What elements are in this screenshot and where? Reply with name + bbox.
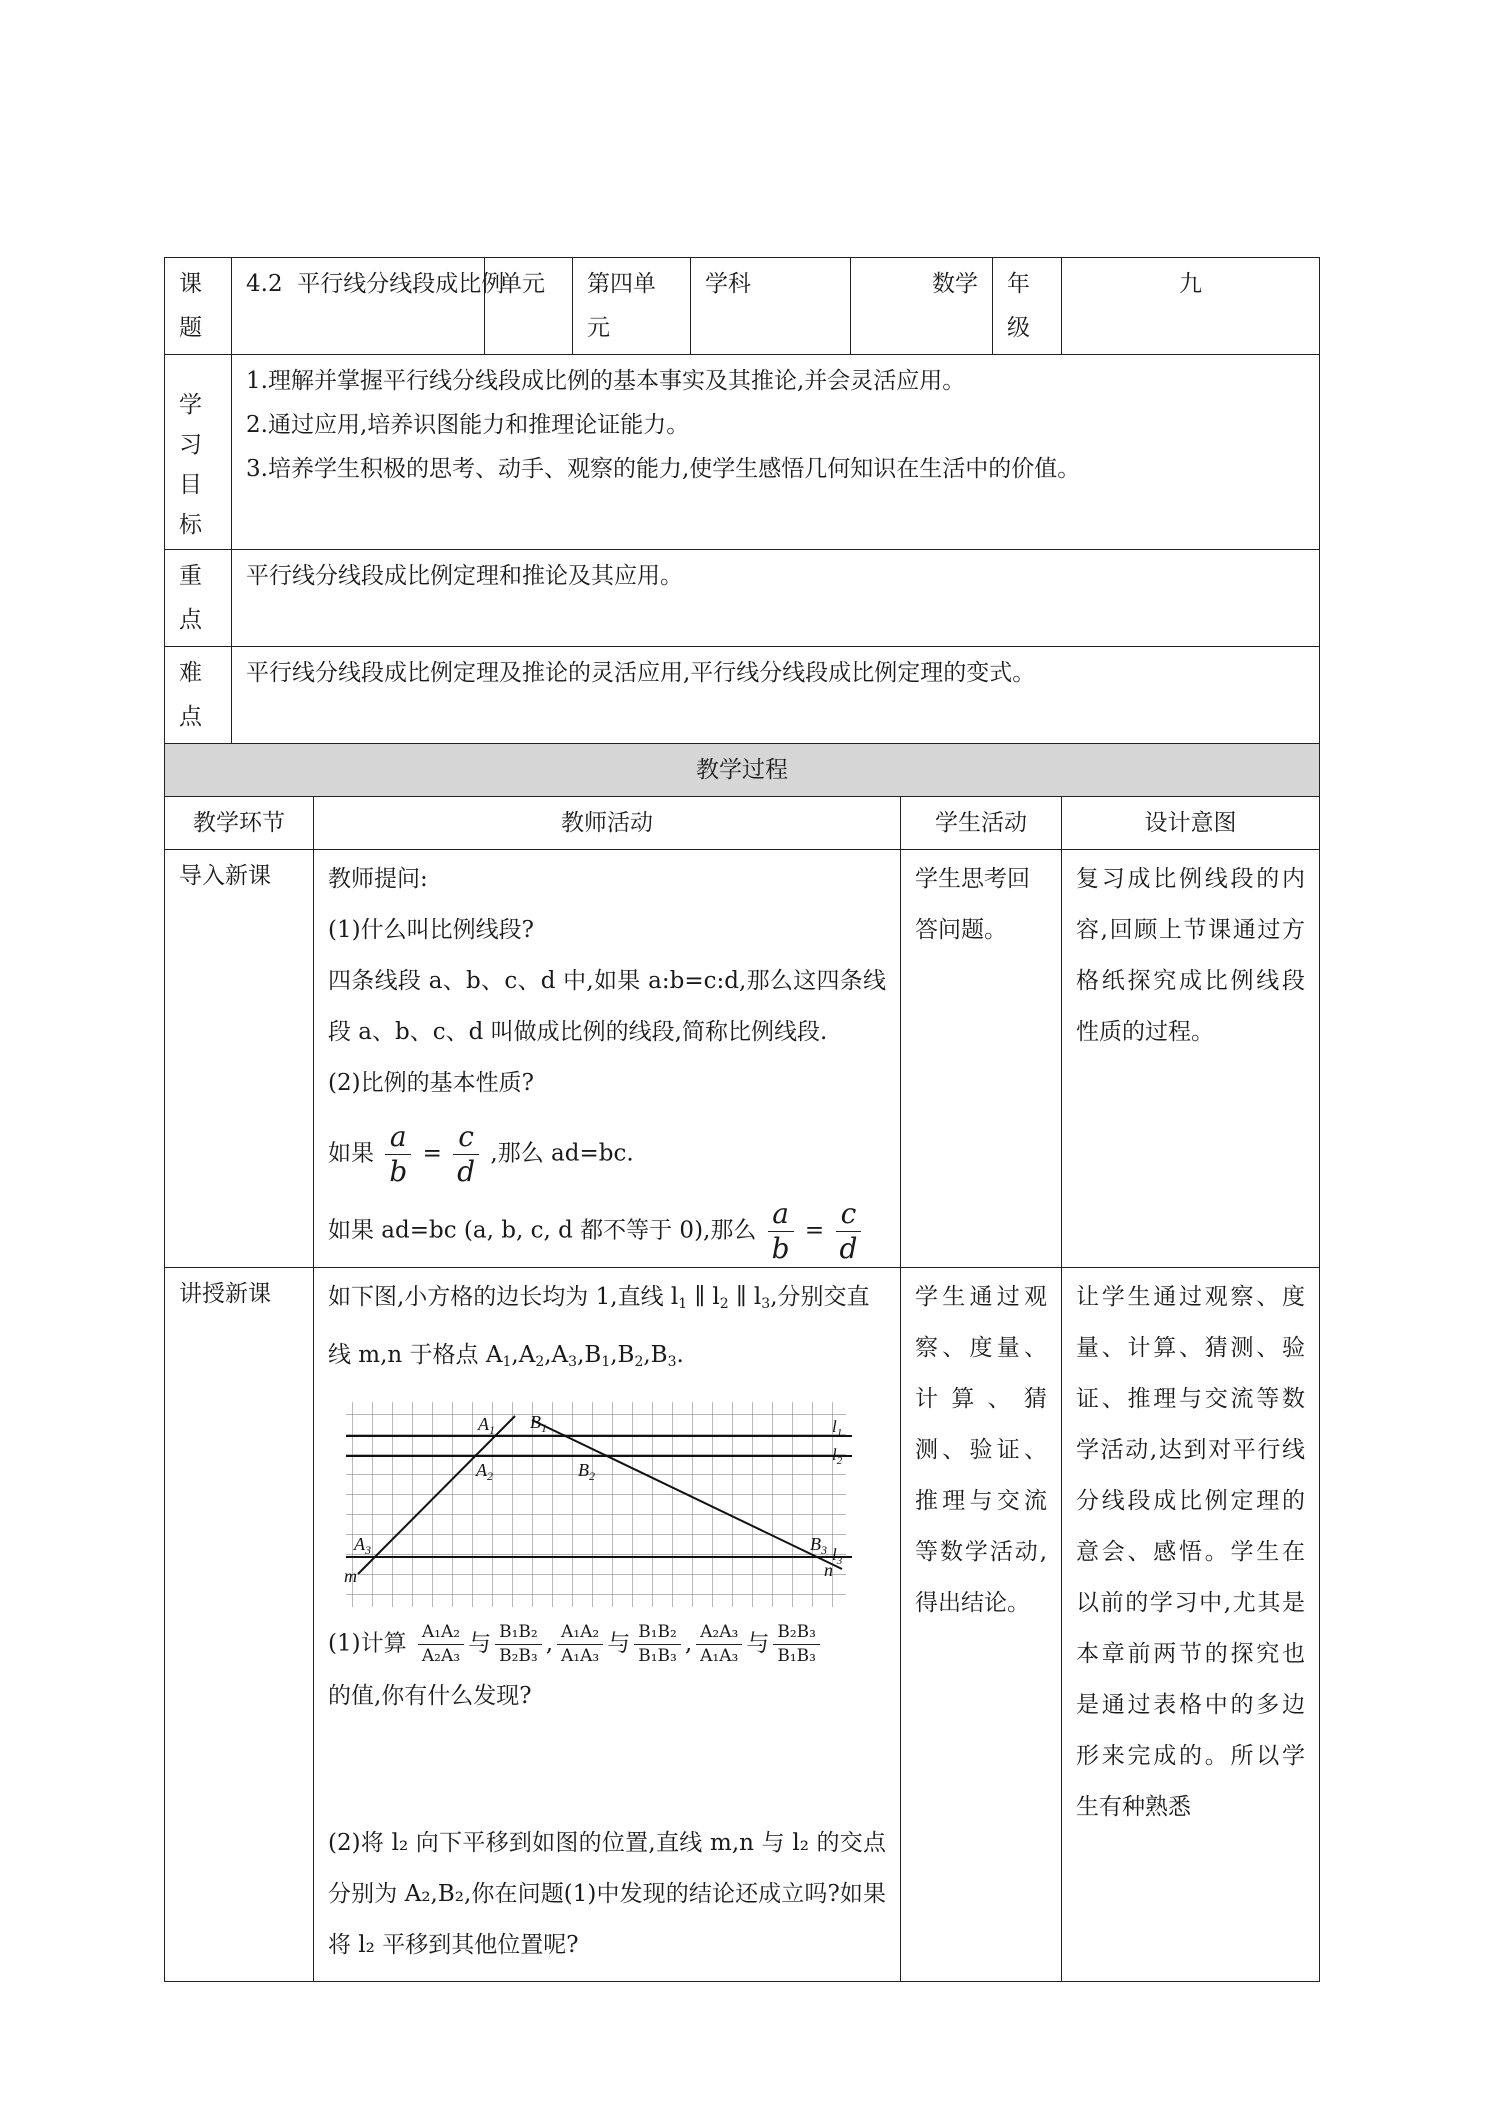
label-A2: $A_2$: [476, 1460, 493, 1483]
proportion-suffix: ,那么 ad=bc.: [490, 1140, 634, 1167]
subject-value: 数学: [851, 258, 993, 355]
grade-value: 九: [1062, 258, 1320, 355]
proportion-prefix: 如果: [328, 1140, 374, 1167]
label-l3: $l_3$: [832, 1545, 843, 1567]
label-B1: $B_1$: [530, 1412, 547, 1435]
key-point-row: [165, 550, 1320, 647]
equals-sign-2: =: [804, 1217, 825, 1244]
lesson-intent: 让学生通过观察、度量、计算、猜测、验证、推理与交流等数学活动,达到对平行线分线段成比例定理的意会、感悟。学生在以前的学习中,尤其是本章前两节的探究也是通过表格中的多边形来完成的。所以学生有种熟悉: [1062, 1268, 1320, 1982]
intro-stage: 导入新课: [165, 850, 314, 1268]
goals-content: [232, 355, 1320, 550]
fraction-a-b-2: $\frac{a}{b}$: [768, 1200, 794, 1263]
proportion-line-1: [328, 1120, 886, 1188]
intro-question-1: (1)什么叫比例线段?: [328, 917, 534, 943]
lesson-row: [165, 1268, 1320, 1982]
key-point-text: 平行线分线段成比例定理和推论及其应用。: [232, 550, 1320, 647]
difficulty-label: 难点: [165, 647, 232, 744]
label-l1: $l_1$: [832, 1417, 843, 1439]
label-n: n: [824, 1560, 833, 1580]
goals-label-line-1: 学习: [179, 392, 202, 458]
goal-item: 2.通过应用,培养识图能力和推理论证能力。: [246, 412, 690, 438]
question-1-tail: 的值,你有什么发现?: [328, 1683, 532, 1709]
parallel-lines-figure: [332, 1394, 852, 1614]
lesson-plan-sheet: [164, 257, 1319, 1982]
label-A1: $A_1$: [478, 1414, 495, 1437]
topic-label: 课题: [165, 258, 232, 355]
col-student: 学生活动: [901, 797, 1062, 850]
grade-label: 年级: [993, 258, 1062, 355]
goal-item: 1.理解并掌握平行线分线段成比例的基本事实及其推论,并会灵活应用。: [246, 368, 966, 394]
lesson-teacher: [314, 1268, 901, 1982]
proportion-prefix-2: 如果 ad=bc (a, b, c, d 都不等于 0),那么: [328, 1217, 757, 1244]
intro-question-2: (2)比例的基本性质?: [328, 1070, 534, 1096]
intro-intent: 复习成比例线段的内容,回顾上节课通过方格纸探究成比例线段性质的过程。: [1062, 850, 1320, 1268]
intro-teacher: [314, 850, 901, 1268]
equals-sign: =: [422, 1140, 442, 1167]
label-A3: $A_3$: [354, 1534, 371, 1557]
process-title-row: [165, 744, 1320, 797]
col-teacher: 教师活动: [314, 797, 901, 850]
col-stage: 教学环节: [165, 797, 314, 850]
fraction-c-d: $\frac{c}{d}$: [453, 1123, 479, 1186]
lesson-plan-table: [164, 257, 1320, 1982]
goals-row: [165, 355, 1320, 550]
unit-value: 第四单元: [573, 258, 691, 355]
goals-label: [165, 355, 232, 550]
ratio-a1a2-a2a3: $\frac{\text{A₁A₂}}{\text{A₂A₃}}$: [418, 1624, 464, 1665]
label-l2: $l_2$: [832, 1445, 843, 1467]
lesson-intro-text: 如下图,小方格的边长均为 1,直线 $l_1$ ∥ $l_2$ ∥ $l_3$,分别交直线 m,n 于格点 $A_1,A_2,A_3,B_1,B_2,B_3$.: [328, 1284, 870, 1370]
fraction-c-d-2: $\frac{c}{d}$: [836, 1200, 862, 1263]
ratio-b1b2-b2b3: $\frac{\text{B₁B₂}}{\text{B₂B₃}}$: [495, 1624, 542, 1665]
label-B3: $B_3$: [810, 1534, 827, 1557]
process-title: 教学过程: [165, 744, 1320, 797]
fraction-a-b: $\frac{a}{b}$: [385, 1123, 411, 1186]
question-1: (1)计算 $\frac{\text{A₁A₂}}{\text{A₂A₃}}$ 与 $\frac{\text{B₁B₂}}{\text{B₂B₃}}$ , $\frac{\text{A₁A₂}}{\text{A₁A₃}}$ 与 $\frac{\text{B₁B₂}}{\text{B₁B₃}}$ , $\frac{\text{A₂A₃}}{\text{A₁A₃}}$ 与 $\frac{\text{B₂B₃}}{\text{B₁B₃}}$: [328, 1624, 886, 1665]
col-intent: 设计意图: [1062, 797, 1320, 850]
lesson-stage: 讲授新课: [165, 1268, 314, 1982]
goals-label-line-2: 目标: [179, 472, 202, 538]
ratio-b1b2-b1b3: $\frac{\text{B₁B₂}}{\text{B₁B₃}}$: [634, 1624, 681, 1665]
topic-value: 4.2 平行线分线段成比例: [232, 258, 485, 355]
intro-question: 教师提问:: [328, 866, 428, 892]
label-B2: $B_2$: [578, 1460, 595, 1483]
difficulty-text: 平行线分线段成比例定理及推论的灵活应用,平行线分线段成比例定理的变式。: [232, 647, 1320, 744]
unit-label: 单元: [485, 258, 573, 355]
grid-background: [346, 1402, 846, 1607]
subject-label: 学科: [691, 258, 851, 355]
header-row: [165, 258, 1320, 355]
ratio-a1a2-a1a3: $\frac{\text{A₁A₂}}{\text{A₁A₃}}$: [557, 1624, 603, 1665]
question-2: (2)将 l₂ 向下平移到如图的位置,直线 m,n 与 l₂ 的交点分别为 A₂,B₂,你在问题(1)中发现的结论还成立吗?如果将 l₂ 平移到其他位置呢?: [328, 1830, 887, 1958]
label-m: m: [344, 1566, 357, 1586]
intro-definition: 四条线段 a、b、c、d 中,如果 a:b=c:d,那么这四条线段 a、b、c、d 叫做成比例的线段,简称比例线段.: [328, 968, 887, 1045]
proportion-line-2: [328, 1197, 886, 1265]
difficulty-row: [165, 647, 1320, 744]
answer-space: [328, 1722, 886, 1818]
process-header-row: [165, 797, 1320, 850]
ratio-b2b3-b1b3: $\frac{\text{B₂B₃}}{\text{B₁B₃}}$: [773, 1624, 820, 1665]
key-point-label: 重点: [165, 550, 232, 647]
goal-item: 3.培养学生积极的思考、动手、观察的能力,使学生感悟几何知识在生活中的价值。: [246, 456, 1081, 482]
intro-student: 学生思考回答问题。: [901, 850, 1062, 1268]
intro-row: [165, 850, 1320, 1268]
lesson-student: 学生通过观察、度量、计算、猜测、验证、推理与交流等数学活动,得出结论。: [901, 1268, 1062, 1982]
ratio-a2a3-a1a3: $\frac{\text{A₂A₃}}{\text{A₁A₃}}$: [696, 1624, 742, 1665]
